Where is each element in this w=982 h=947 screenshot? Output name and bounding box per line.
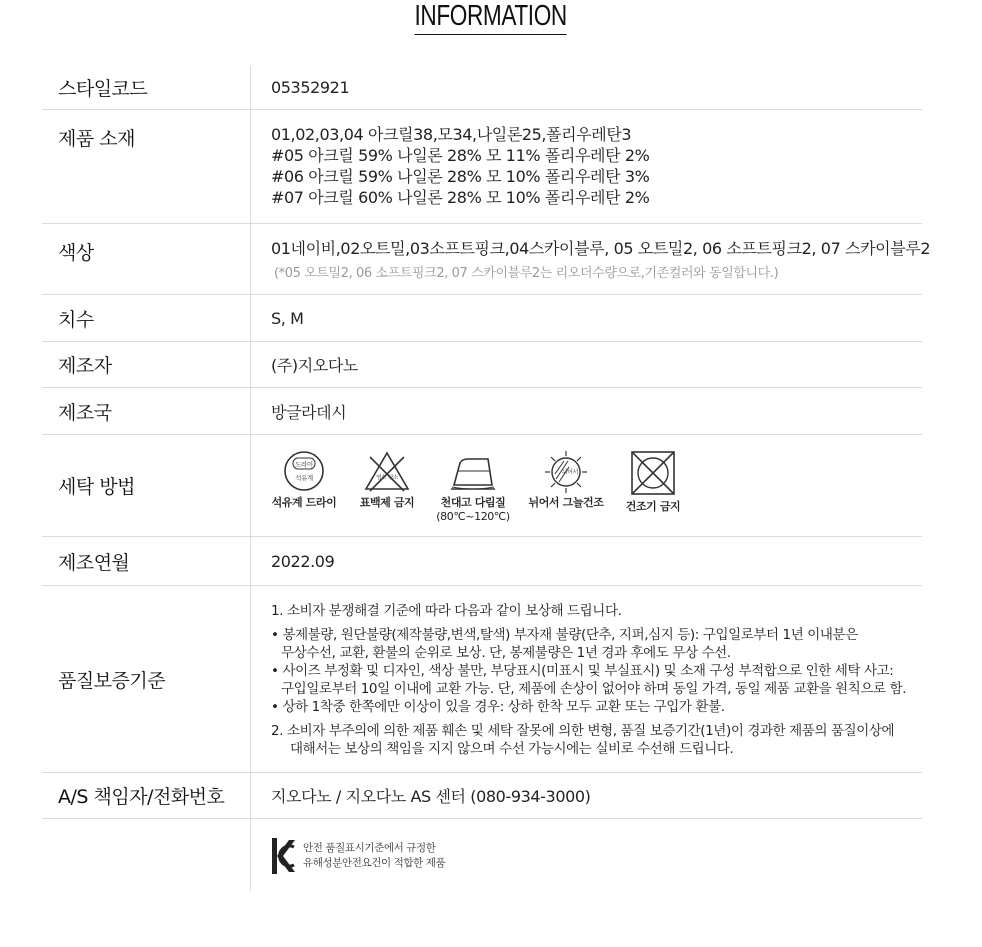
warranty-text [271, 586, 922, 770]
wash-caption: 건조기 금지 [625, 500, 681, 513]
wash-caption: 석유계 드라이 [271, 496, 337, 509]
color-value [251, 224, 930, 294]
size-value: S, M [271, 308, 304, 328]
row-size [42, 295, 922, 342]
kc-mark-icon [271, 837, 297, 875]
as-label: A/S 책임자/전화번호 [42, 773, 251, 818]
mfg-date-value: 2022.09 [271, 551, 335, 571]
dry-clean-petroleum-icon [280, 449, 328, 493]
warranty-bullet-cont: 무상수선, 교환, 환불의 순위로 보상. 단, 봉제불량은 1년 경과 후에도 무상 수선. [281, 645, 731, 661]
warranty-label: 품질보증기준 [42, 586, 251, 772]
svg-text:뉘어서: 뉘어서 [561, 469, 579, 476]
wash-item-iron [437, 449, 509, 524]
row-maker [42, 342, 922, 388]
as-value: 지오다노 / 지오다노 AS 센터 (080-934-3000) [271, 787, 591, 806]
svg-text:드라이: 드라이 [295, 460, 313, 469]
wash-icons [271, 435, 922, 524]
size-label: 치수 [42, 295, 251, 341]
row-country [42, 388, 922, 435]
material-label: 제품 소재 [42, 110, 251, 223]
svg-text:염소: 염소 [376, 475, 386, 481]
wash-item-no-tumble [623, 449, 683, 514]
kc-line: 안전 품질표시기준에서 규정한 [303, 842, 436, 854]
info-table [42, 66, 931, 891]
material-line: 01,02,03,04 아크릴38,모34,나일론25,폴리우레탄3 [271, 125, 632, 144]
country-value: 방글라데시 [271, 402, 347, 422]
color-note: (*05 오트밀2, 06 소프트핑크2, 07 스카이블루2는 리오더수량으로,기존컬러와 동일합니다.) [274, 266, 779, 281]
warranty-para: 1. 소비자 분쟁해결 기준에 따라 다음과 같이 보상해 드립니다. [271, 603, 622, 619]
warranty-value [251, 586, 922, 772]
maker-label: 제조자 [42, 342, 251, 387]
warranty-para: 2. 소비자 부주의에 의한 제품 훼손 및 세탁 잘못에 의한 변형, 품질 보증기간(1년)이 경과한 제품의 품질이상에 [271, 723, 895, 739]
row-warranty [42, 586, 922, 773]
svg-text:석유계: 석유계 [295, 474, 313, 482]
row-color [42, 224, 931, 295]
iron-with-cloth-icon [448, 449, 498, 493]
material-line: #05 아크릴 59% 나일론 28% 모 11% 폴리우레탄 2% [271, 146, 650, 165]
kc-label [42, 819, 251, 891]
style-code-label: 스타일코드 [42, 66, 251, 109]
row-material [42, 110, 922, 224]
material-line: #07 아크릴 60% 나일론 28% 모 10% 폴리우레탄 2% [271, 188, 650, 207]
wash-item-flat-dry [527, 449, 605, 510]
mfg-date-label: 제조연월 [42, 537, 251, 585]
warranty-para-cont: 대해서는 보상의 책임을 지지 않으며 수선 가능시에는 실비로 수선해 드립니다. [290, 741, 734, 757]
wash-sub-caption: (80℃~120℃) [436, 510, 510, 523]
wash-value [251, 435, 922, 536]
warranty-bullet: • 사이즈 부정확 및 디자인, 색상 불만, 부당표시(미표시 및 부실표시) 및 소재 구성 부적합으로 인한 세탁 사고: [271, 663, 894, 679]
material-line: #06 아크릴 59% 나일론 28% 모 10% 폴리우레탄 3% [271, 167, 650, 186]
kc-line: 유해성분안전요건이 적합한 제품 [303, 857, 446, 869]
row-style-code [42, 66, 922, 110]
no-bleach-icon [362, 449, 412, 493]
maker-value: (주)지오다노 [271, 356, 358, 375]
row-as [42, 773, 922, 819]
country-label: 제조국 [42, 388, 251, 434]
style-code-value: 05352921 [271, 78, 350, 97]
warranty-bullet: • 봉제불량, 원단불량(제작불량,변색,탈색) 부자재 불량(단추, 지퍼,심지 등): 구입일로부터 1년 이내분은 [271, 627, 858, 643]
page-title-wrap [0, 0, 982, 35]
svg-text:산소: 산소 [388, 475, 398, 481]
color-list: 01네이비,02오트밀,03소프트핑크,04스카이블루, 05 오트밀2, 06 소프트핑크2, 07 스카이블루2 [271, 239, 931, 258]
wash-caption: 천대고 다림질 [440, 496, 506, 509]
kc-text [303, 841, 445, 871]
wash-item-dry-clean [271, 449, 337, 510]
no-tumble-dry-icon [629, 449, 677, 497]
warranty-bullet-cont: 구입일로부터 10일 이내에 교환 가능. 단, 제품에 손상이 없어야 하며 동일 가격, 동일 제품 교환을 원칙으로 함. [281, 681, 907, 697]
wash-caption: 뉘어서 그늘건조 [528, 496, 604, 509]
warranty-bullet: • 상하 1착중 한쪽에만 이상이 있을 경우: 상하 한착 모두 교환 또는 구입가 환불. [271, 699, 725, 715]
row-wash [42, 435, 922, 537]
color-label: 색상 [42, 224, 251, 294]
page-title: INFORMATION [415, 0, 567, 35]
flat-dry-shade-icon [541, 449, 591, 493]
kc-block [271, 819, 922, 889]
row-mfg-date [42, 537, 922, 586]
material-value [251, 110, 922, 223]
kc-value [251, 819, 922, 891]
row-kc [42, 819, 922, 891]
wash-item-no-bleach [355, 449, 419, 510]
wash-caption: 표백제 금지 [359, 496, 415, 509]
wash-label: 세탁 방법 [42, 435, 251, 536]
